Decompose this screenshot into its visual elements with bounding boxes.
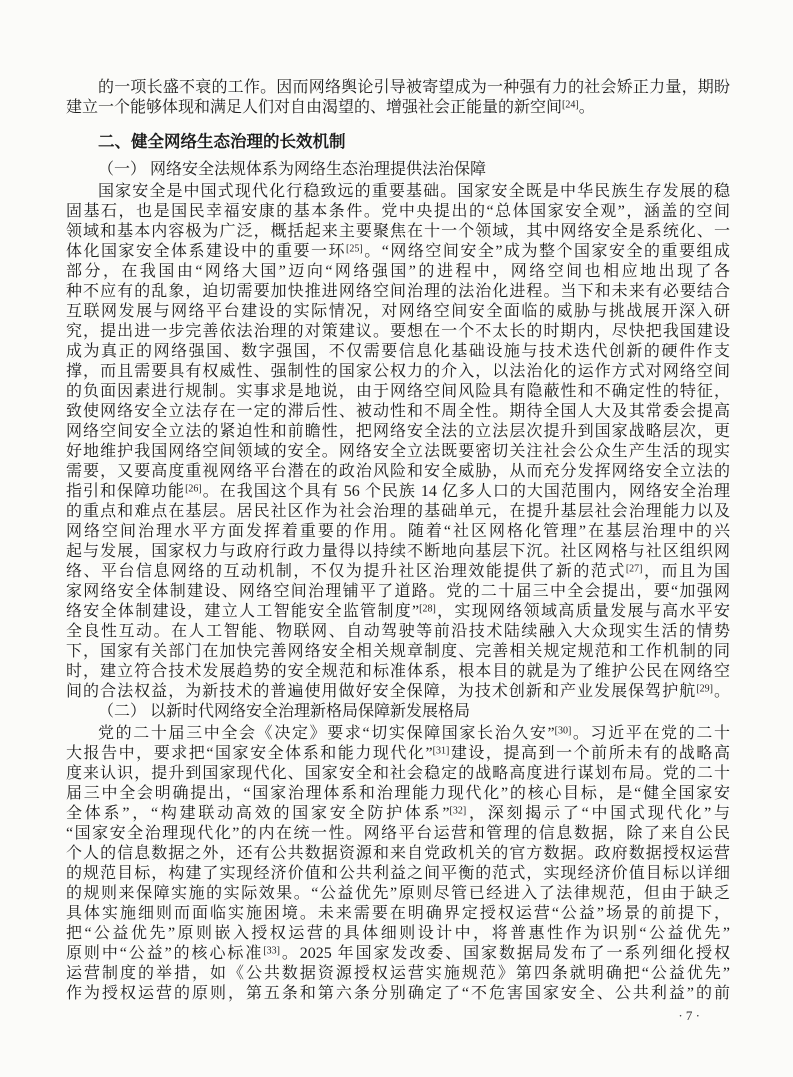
text-line: 具体实施细则而面临实施困境。未来需要在明确界定授权运营“公益”场景的前提下，	[66, 905, 730, 922]
text-line: 时，建立符合技术发展趋势的安全规范和标准体系，根本目的就是为了维护公民在网络空	[66, 663, 730, 680]
text-line: “国家安全治理现代化”的内在统一性。网络平台运营和管理的信息数据，除了来自公民	[66, 825, 730, 842]
text-line: 届三中全会明确提出，“国家治理体系和治理能力现代化”的核心目标，是“健全国家安	[66, 785, 730, 802]
citation-ref: [24]	[562, 99, 579, 111]
text-line: 络安全体制建设，建立人工智能安全监管制度”[28]，实现网络领域高质量发展与高水平安	[66, 603, 730, 620]
paragraph-continuation	[66, 78, 730, 118]
text-line: 家网络安全体制建设、网络空间治理铺平了道路。党的二十届三中全会提出，要“加强网	[66, 583, 730, 600]
text-line: 指引和保障功能[26]。在我国这个具有 56 个民族 14 亿多人口的大国范围内，网络安全治理	[66, 483, 730, 500]
text-line: 全体系”，“构建联动高效的国家安全防护体系”[32]，深刻揭示了“中国式现代化”与	[66, 805, 730, 822]
text-line: 网络空间安全立法的紧迫性和前瞻性，把网络安全法的立法层次提升到国家战略层次，更	[66, 423, 730, 440]
text-line: 成为真正的网络强国、数字强国，不仅需要信息化基础设施与技术迭代创新的硬件作支	[66, 343, 730, 360]
text-line: 部分，在我国由“网络大国”迈向“网络强国”的进程中，网络空间也相应地出现了各	[66, 263, 730, 280]
citation-ref: [31]	[432, 745, 450, 757]
text-line: 的规范目标，构建了实现经济价值和公共利益之间平衡的范式，实现经济价值目标以详细	[66, 865, 730, 882]
text-line: 领域和基本内容极为广泛，概括起来主要聚焦在十一个领域，其中网络安全是系统化、一	[66, 223, 730, 240]
text-line: 撑，而且需要具有权威性、强制性的国家公权力的介入，以法治化的运作方式对网络空间	[66, 363, 730, 380]
text-line: 体化国家安全体系建设中的重要一环[25]。“网络空间安全”成为整个国家安全的重要组成	[66, 243, 730, 260]
text-line: 间的合法权益，为新技术的普遍使用做好安全保障，为技术创新和产业发展保驾护航[29]。	[66, 683, 730, 700]
text-line: 固基石，也是国民幸福安康的基本条件。党中央提出的“总体国家安全观”，涵盖的空间	[66, 203, 730, 220]
subsection-heading-1: （一） 网络安全法规体系为网络生态治理提供法治保障	[98, 161, 487, 178]
text-line: 党的二十届三中全会《决定》要求“切实保障国家长治久安”[30]。习近平在党的二十	[98, 725, 730, 742]
text-line: 的重点和难点在基层。居民社区作为社会治理的基础单元，在提升基层社会治理能力以及	[66, 503, 730, 520]
citation-ref: [27]	[625, 563, 643, 575]
text-line: 运营制度的举措，如《公共数据资源授权运营实施规范》第四条就明确把“公益优先”	[66, 965, 730, 982]
text-line: 种不应有的乱象，迫切需要加快推进网络空间治理的法治化进程。当下和未来有必要结合	[66, 283, 730, 300]
text-line: 度来认识，提升到国家现代化、国家安全和社会稳定的战略高度进行谋划布局。党的二十	[66, 765, 730, 782]
text-line: 建立一个能够体现和满足人们对自由渴望的、增强社会正能量的新空间[24]。	[66, 99, 595, 116]
text-line: 的规则来保障实施的实际效果。“公益优先”原则尽管已经进入了法律规范，但由于缺乏	[66, 885, 730, 902]
text-line: 起与发展，国家权力与政府行政力量得以持续不断地向基层下沉。社区网格与社区组织网	[66, 543, 730, 560]
text-line: 致使网络安全立法存在一定的滞后性、被动性和不周全性。期待全国人大及其常委会提高	[66, 403, 730, 420]
subsection-heading-2: （二） 以新时代网络安全治理新格局保障新发展格局	[98, 703, 471, 720]
text-line: 的一项长盛不衰的工作。因而网络舆论引导被寄望成为一种强有力的社会矫正力量，期盼	[98, 79, 730, 96]
text-line: 究，提出进一步完善依法治理的对策建议。要想在一个不太长的时期内，尽快把我国建设	[66, 323, 730, 340]
text-line: 大报告中，要求把“国家安全体系和能力现代化”[31]建设，提高到一个前所未有的战略高	[66, 745, 730, 762]
text-line: 的负面因素进行规制。实事求是地说，由于网络空间风险具有隐蔽性和不确定性的特征，	[66, 383, 730, 400]
citation-ref: [32]	[449, 805, 467, 817]
text-line: 互联网发展与网络平台建设的实际情况，对网络空间安全面临的威胁与挑战展开深入研	[66, 303, 730, 320]
paragraph-2	[66, 724, 730, 1004]
text-line: 个人的信息数据之外，还有公共数据资源和来自党政机关的官方数据。政府数据授权运营	[66, 845, 730, 862]
text-line: 作为授权运营的原则，第五条和第六条分别确定了“不危害国家安全、公共利益”的前	[66, 985, 730, 1002]
citation-ref: [33]	[263, 945, 280, 957]
citation-ref: [25]	[346, 243, 363, 255]
text-line: 国家安全是中国式现代化行稳致远的重要基础。国家安全既是中华民族生存发展的稳	[98, 183, 730, 200]
text-line: 络、平台信息网络的互动机制，不仅为提升社区治理效能提供了新的范式[27]，而且为国	[66, 563, 730, 580]
citation-ref: [26]	[185, 483, 202, 495]
paragraph-1	[66, 182, 730, 702]
text-line: 原则中“公益”的核心标准[33]。2025 年国家发改委、国家数据局发布了一系列细化授权	[66, 945, 730, 962]
text-line: 网络空间治理水平方面发挥着重要的作用。随着“社区网格化管理”在基层治理中的兴	[66, 523, 730, 540]
section-heading: 二、健全网络生态治理的长效机制	[98, 133, 346, 151]
text-line: 全良性互动。在人工智能、物联网、自动驾驶等前沿技术陆续融入大众现实生活的情势	[66, 623, 730, 640]
text-line: 需要，又要高度重视网络平台潜在的政治风险和安全威胁，从而充分发挥网络安全立法的	[66, 463, 730, 480]
text-line: 下，国家有关部门在加快完善网络安全相关规章制度、完善相关规定规范和工作机制的同	[66, 643, 730, 660]
text-line: 把“公益优先”原则嵌入授权运营的具体细则设计中，将普惠性作为识别“公益优先”	[66, 925, 730, 942]
citation-ref: [29]	[696, 683, 713, 695]
text-line: 好地维护我国网络空间领域的安全。网络安全立法既要密切关注社会公众生产生活的现实	[66, 443, 730, 460]
citation-ref: [30]	[554, 725, 572, 737]
page-number: · 7 ·	[678, 1008, 700, 1023]
citation-ref: [28]	[419, 603, 436, 615]
